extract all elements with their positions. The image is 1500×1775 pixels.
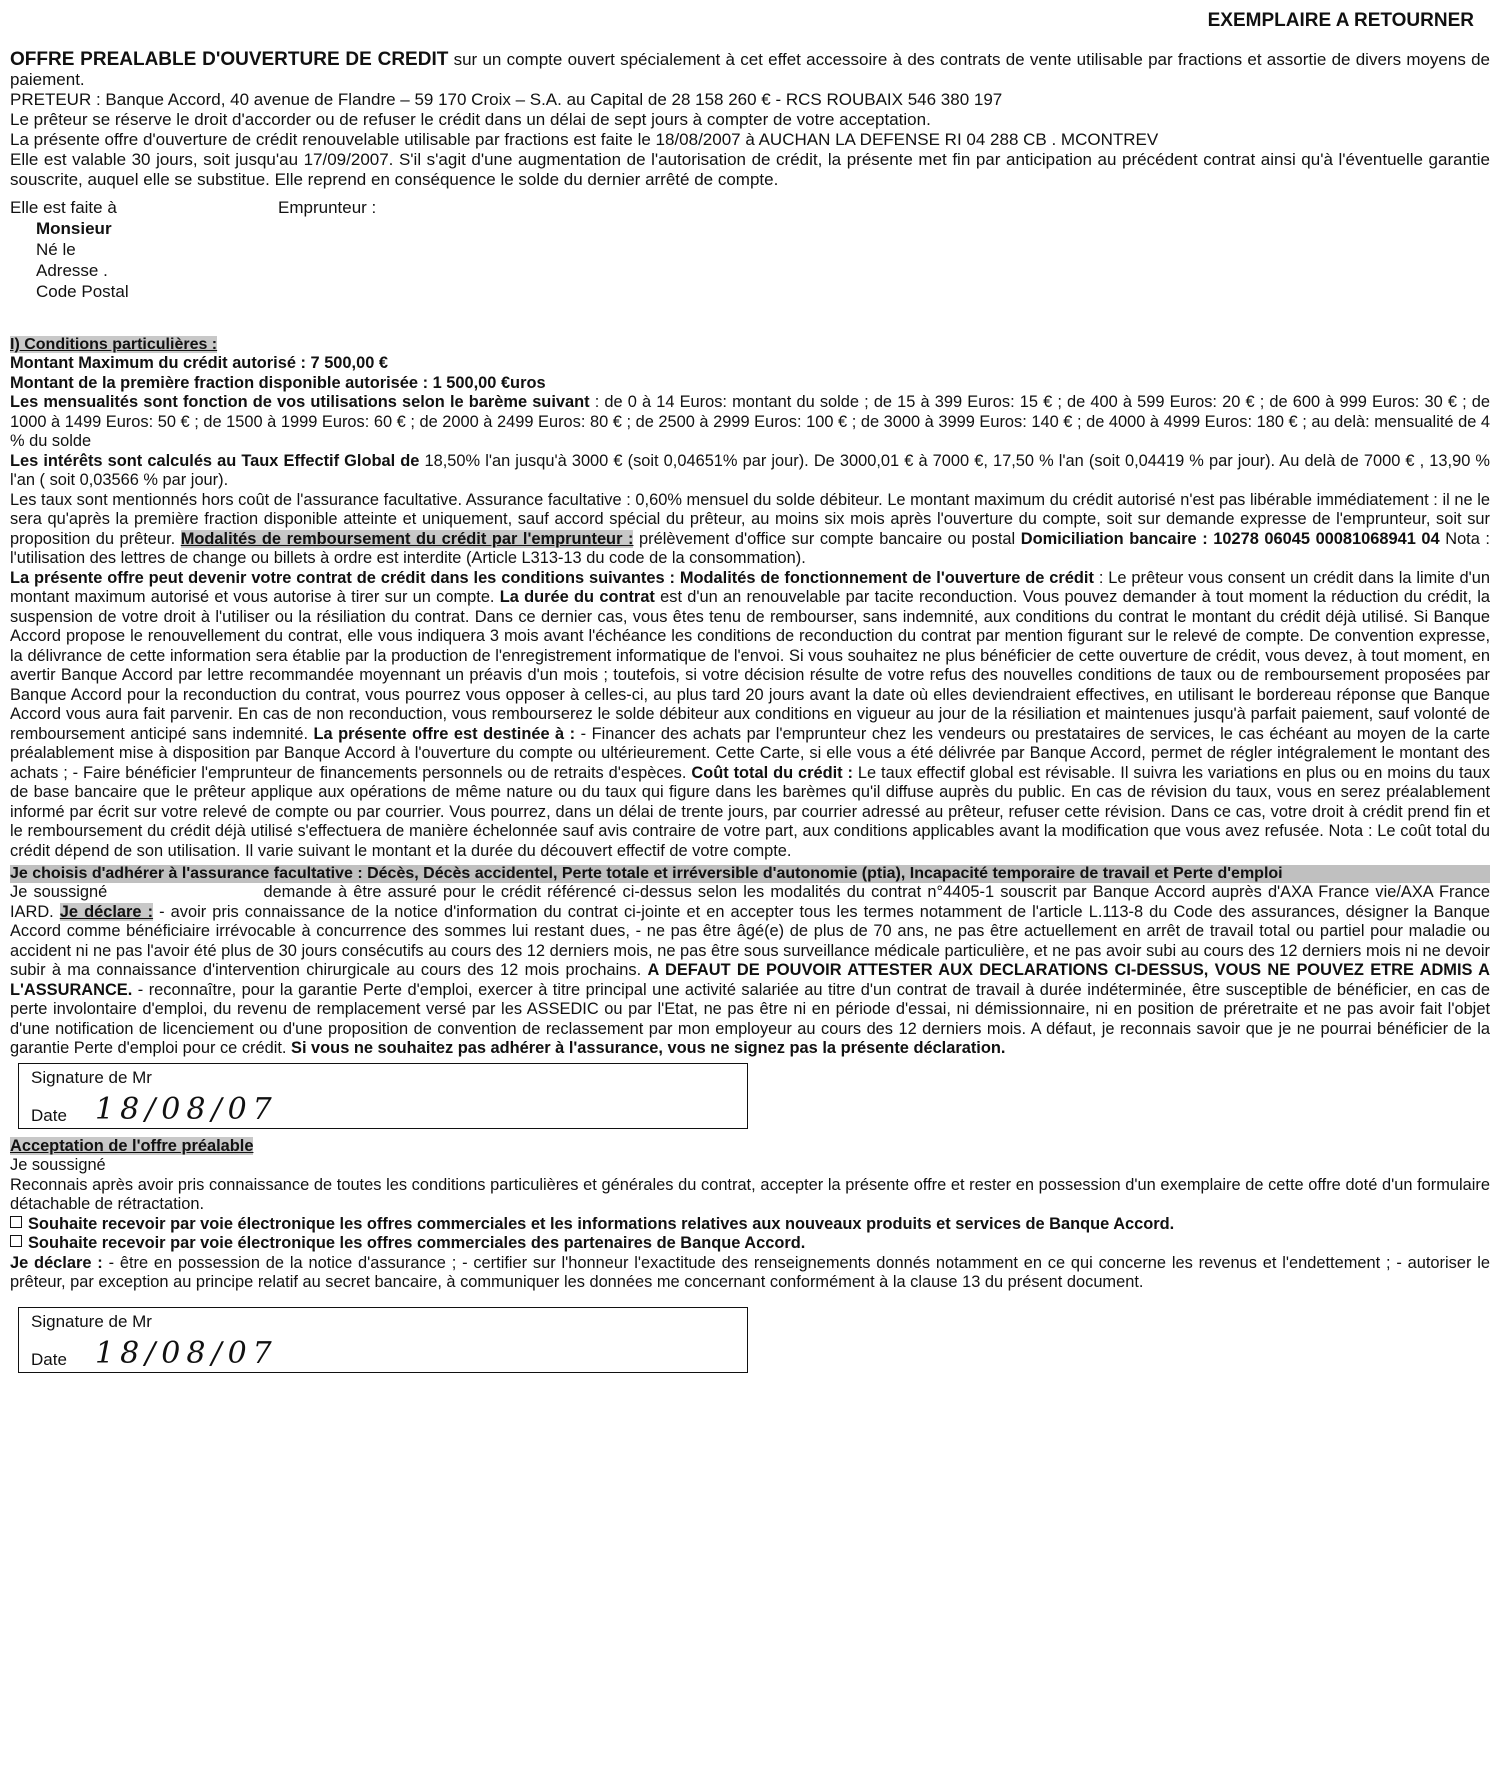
partner-offers-option[interactable] bbox=[10, 1234, 1490, 1254]
offer-made-line: La présente offre d'ouverture de crédit renouvelable utilisable par fractions est faite le 18/08/2007 à AUCHAN LA DEFENSE RI 04 288 CB . MCONTREV bbox=[10, 130, 1159, 149]
conditions-title: I) Conditions particulières : bbox=[10, 336, 218, 353]
made-at-label: Elle est faite à bbox=[10, 198, 117, 217]
max-amount: Montant Maximum du crédit autorisé : 7 500,00 € bbox=[10, 354, 388, 372]
insurance-banner: Je choisis d'adhérer à l'assurance facultative : Décès, Décès accidentel, Perte totale et irréversible d'autonomie (ptia), Incapacité temporaire de travail et Perte d'emploi bbox=[10, 865, 1490, 883]
cost-text: Le taux effectif global est révisable. Il suivra les variations en plus ou en moins du taux de base bancaire que le prêteur applique aux opérations de même nature ou du taux qui figure dans les barèmes qu'il diffuse auprès du public. En cas de révision du taux, vous en serez préalablement informé par écrit sur votre relevé de compte ou par courrier. Vous pourrez, dans un délai de trente jours, par courrier adressé au prêteur, refuser cette révision. Dans ce cas, votre droit à crédit prend fin et le remboursement du crédit déjà utilisé s'effectuera de manière échelonnée sauf avis contraire de votre part, aux conditions applicables avant la modification que vous avez refusée. Nota : Le coût total du crédit dépend de son utilisation. Il varie suivant le montant et la durée du découvert effectif de votre compte. bbox=[10, 763, 1491, 860]
contract-label: La présente offre peut devenir votre contrat de crédit dans les conditions suivantes : Modalités de fonctionnement de l'ouverture de crédit bbox=[10, 568, 1094, 587]
insurance-declare-label: Je déclare : bbox=[59, 902, 154, 921]
acceptance-declare bbox=[10, 1254, 1490, 1293]
first-fraction: Montant de la première fraction disponible autorisée : 1 500,00 €uros bbox=[10, 373, 546, 392]
reserve-line: Le prêteur se réserve le droit d'accorder ou de refuser le crédit dans un délai de sept jours à compter de votre acceptation. bbox=[10, 110, 931, 129]
acceptance-declare-text: - être en possession de la notice d'assurance ; - certifier sur l'honneur l'exactitude des renseignements donnés notamment en ce qui concerne les revenus et l'endettement ; - autoriser le prêteur, par exception au principe relatif au secret bancaire, à communiquer les données me concernant conformément à la clause 13 du présent document. bbox=[10, 1253, 1490, 1291]
rates-paragraph bbox=[10, 491, 1490, 569]
credit-offer-document bbox=[10, 6, 1490, 1771]
handwritten-date: 18/08/07 bbox=[95, 1091, 278, 1127]
contract-text-2: est d'un an renouvelable par tacite reconduction. Vous pouvez demander à tout moment la réduction du crédit, la suspension de votre droit à l'utiliser ou la résiliation du contrat. Dans ce dernier cas, vous êtes tenu de rembourser, sans indemnité, aux conditions du contrat le montant du crédit déjà utilisé. Si Banque Accord propose le renouvellement du contrat, elle vous indiquera 3 mois avant l'échéance les conditions de reconduction du contrat par mention figurant sur le relevé de compte. De convention expresse, la délivrance de cette information sera établie par la production de l'enregistrement informatique de l'envoi. Si vous souhaitez ne plus bénéficier de cette ouverture de crédit, vous devez, à tout moment, en avertir Banque Accord par lettre recommandée moyennant un préavis d'un mois ; toutefois, si votre décision résulte de votre refus des nouvelles conditions de taux ou de remboursement proposées par Banque Accord pour la reconduction du contrat, vous pourrez vous opposer à celles-ci, au plus tard 20 jours avant la date où elles deviendraient effectives, en utilisant le bordereau réponse que Banque Accord vous aura fait parvenir. En cas de non reconduction, vous rembourserez le solde débiteur aux conditions en vigueur au jour de la résiliation et maintenues jusqu'à parfait paiement, sauf volonté de remboursement anticipé sans indemnité. bbox=[10, 588, 1490, 743]
borrower-postal: Code Postal bbox=[36, 282, 129, 301]
handwritten-date: 18/08/07 bbox=[95, 1335, 278, 1371]
acceptance-title: Acceptation de l'offre préalable bbox=[10, 1136, 254, 1155]
acceptance-declare-label: Je déclare : bbox=[10, 1253, 103, 1272]
checkbox-partners[interactable] bbox=[10, 1235, 22, 1247]
borrower-label: Emprunteur : bbox=[278, 198, 377, 217]
date-label: Date bbox=[31, 1105, 67, 1125]
acceptance-signed-label: Je soussigné bbox=[10, 1156, 106, 1174]
interest-text: 18,50% l'an jusqu'à 3000 € (soit 0,04651% par jour). De 3000,01 € à 7000 €, 17,50 % l'an (soit 0,04419 % par jour). Au delà de 7000 € , 13,90 % l'an ( soit 0,03566 % par jour). bbox=[10, 451, 1490, 489]
borrower-address: Adresse . bbox=[36, 261, 108, 280]
date-label: Date bbox=[31, 1349, 67, 1369]
document-header: EXEMPLAIRE A RETOURNER bbox=[1207, 10, 1474, 31]
insurance-closing: Si vous ne souhaitez pas adhérer à l'assurance, vous ne signez pas la présente déclaration. bbox=[291, 1039, 1006, 1057]
destined-text: - Financer des achats par l'emprunteur chez les vendeurs ou prestataires de services, le cas échéant au moyen de la carte préalablement mise à disposition par Banque Accord à l'ouverture du compte ou ultérieurement. Cette Carte, si elle vous a été délivrée par Banque Accord, permet de régler intégralement le montant des achats ; - Faire bénéficier l'emprunteur de financements personnels ou de retraits d'espèces. bbox=[10, 724, 1490, 782]
offer-description: sur un compte ouvert spécialement à cet effet accessoire à des contrats de vente utilisable par fractions et assortie de divers moyens de paiement. bbox=[10, 50, 1490, 89]
insurance-text-3: - reconnaître, pour la garantie Perte d'emploi, exercer à titre principal une activité salariée au titre d'un contrat de travail à durée indéterminée, être susceptible de bénéficier, en cas de perte involontaire d'emploi, du revenu de remplacement versé par les ASSEDIC ou par l'Etat, ne pas être ni en période d'essai, ni démissionnaire, ni en position de préretraite et ne pas avoir fait l'objet d'une notification de licenciement ou d'une proposition de convention de reclassement par mon employeur au cours des 12 derniers mois. A défaut, je reconnais savoir que je ne pourrai bénéficier de la garantie Perte d'emploi pour ce crédit. bbox=[10, 980, 1490, 1057]
monthly-text: : de 0 à 14 Euros: montant du solde ; de 15 à 399 Euros: 15 € ; de 400 à 599 Euros: 20 € ; de 600 à 999 Euros: 30 € ; de 1000 à 1499 Euros: 50 € ; de 1500 à 1999 Euros: 60 € ; de 2000 à 2499 Euros: 80 € ; de 2500 à 2999 Euros: 100 € ; de 3000 à 3999 Euros: 140 € ; de 4000 à 4999 Euros: 180 € ; au delà: mensualité de 4 % du solde bbox=[10, 393, 1490, 450]
signature-label: Signature de Mr bbox=[31, 1311, 152, 1331]
contract-text-1: : Le prêteur vous consent un crédit dans la limite d'un montant maximum autorisé et vous autorise à tirer sur un compte. bbox=[10, 568, 1490, 606]
insurance-warning: A DEFAUT DE POUVOIR ATTESTER AUX DECLARATIONS CI-DESSUS, VOUS NE POUVEZ ETRE ADMIS A L'ASSURANCE. bbox=[10, 961, 1490, 999]
monthly-paragraph bbox=[10, 393, 1490, 452]
email-offers-option[interactable] bbox=[10, 1215, 1490, 1235]
insurance-text-1: demande à être assuré pour le crédit référencé ci-dessus selon les modalités du contrat n°4405-1 souscrit par Banque Accord auprès d'AXA France vie/AXA France IARD. bbox=[10, 883, 1490, 921]
contract-paragraph bbox=[10, 569, 1490, 862]
domiciliation-note: Nota : l'utilisation des lettres de change ou billets à ordre est interdite (Article L313-13 du code de la consommation). bbox=[10, 529, 1490, 567]
acceptance-section bbox=[10, 1137, 1490, 1293]
option-2-label: Souhaite recevoir par voie électronique les offres commerciales des partenaires de Banque Accord. bbox=[28, 1234, 806, 1252]
cost-label: Coût total du crédit : bbox=[691, 763, 853, 782]
rates-text: Les taux sont mentionnés hors coût de l'assurance facultative. Assurance facultative : 0,60% mensuel du solde débiteur. Le montant maximum du crédit autorisé n'est pas libérable immédiatement : il ne le sera qu'après la première fraction disponible atteinte et uniquement, sauf accord spécial du prêteur, au moins six mois après l'ouverture du compte, soit sur demande expresse de l'emprunteur, soit sur proposition du prêteur. bbox=[10, 490, 1490, 548]
repayment-text: prélèvement d'office sur compte bancaire ou postal bbox=[633, 529, 1016, 548]
borrower-title: Monsieur bbox=[36, 219, 112, 238]
borrower-born: Né le bbox=[36, 240, 76, 259]
interest-paragraph bbox=[10, 452, 1490, 491]
destined-label: La présente offre est destinée à : bbox=[313, 724, 576, 743]
insurance-signed-label: Je soussigné bbox=[10, 883, 108, 901]
domiciliation-label: Domiciliation bancaire : 10278 06045 00081068941 04 bbox=[1020, 529, 1440, 548]
signature-box-acceptance[interactable] bbox=[18, 1307, 748, 1373]
validity-paragraph: Elle est valable 30 jours, soit jusqu'au 17/09/2007. S'il s'agit d'une augmentation de l'autorisation de crédit, la présente met fin par anticipation au précédent contrat ainsi qu'à l'éventuelle garantie souscrite, auquel elle se substitue. Elle reprend en conséquence le solde du dernier arrêté de compte. bbox=[10, 150, 1490, 189]
duration-label: La durée du contrat bbox=[499, 588, 655, 606]
monthly-label: Les mensualités sont fonction de vos utilisations selon le barème suivant bbox=[10, 393, 590, 411]
acceptance-title-row bbox=[10, 1137, 1490, 1157]
insurance-text-2: - avoir pris connaissance de la notice d'information du contrat ci-jointe et en accepter tous les termes notamment de l'article L.113-8 du Code des assurances, désigner la Banque Accord comme bénéficiaire irrévocable à concurrence des sommes lui restant dues, - ne pas être âgé(e) de plus de 70 ans, ne pas être actuellement en arrêt de travail total ou partiel pour maladie ou accident ni ne pas l'avoir été plus de 30 jours consécutifs au cours des 12 derniers mois, ne pas être sous surveillance médicale particulière, et ne pas avoir subi au cours des 12 derniers mois ni ne devoir subir à ma connaissance d'intervention chirurgicale au cours des 12 mois prochains. bbox=[10, 902, 1490, 979]
lender-line: PRETEUR : Banque Accord, 40 avenue de Flandre – 59 170 Croix – S.A. au Capital de 28 158 260 € - RCS ROUBAIX 546 380 197 bbox=[10, 90, 1003, 109]
borrower-row bbox=[10, 198, 1490, 218]
checkbox-offers[interactable] bbox=[10, 1216, 22, 1228]
intro-section bbox=[10, 50, 1490, 190]
offer-title: OFFRE PREALABLE D'OUVERTURE DE CREDIT bbox=[10, 49, 449, 70]
conditions-body bbox=[10, 354, 1490, 861]
signature-box-insurance[interactable] bbox=[18, 1063, 748, 1129]
option-1-label: Souhaite recevoir par voie électronique les offres commerciales et les informations relatives aux nouveaux produits et services de Banque Accord. bbox=[28, 1214, 1175, 1233]
insurance-body bbox=[10, 883, 1490, 1059]
conditions-title-row bbox=[10, 336, 1490, 354]
offer-heading bbox=[10, 50, 1490, 90]
interest-label: Les intérêts sont calculés au Taux Effectif Global de bbox=[10, 451, 420, 470]
repayment-label: Modalités de remboursement du crédit par l'emprunteur : bbox=[180, 529, 634, 548]
borrower-block bbox=[36, 218, 1490, 302]
signature-label: Signature de Mr bbox=[31, 1067, 152, 1087]
acceptance-text: Reconnais après avoir pris connaissance de toutes les conditions particulières et générales du contrat, accepter la présente offre et rester en possession d'un exemplaire de cette offre doté d'un formulaire détachable de rétractation. bbox=[10, 1175, 1490, 1213]
